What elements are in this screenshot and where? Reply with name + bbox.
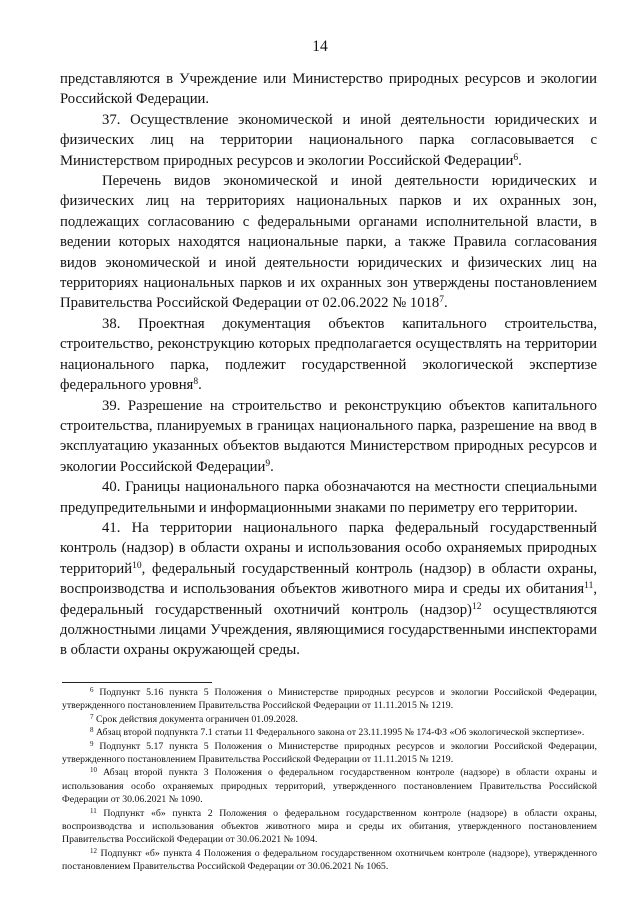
footnote: $^7$ Срок действия документа ограничен 01.09.2028. [90, 712, 298, 725]
page-number: 14 [312, 38, 328, 55]
footnote-ref: 12 [471, 601, 482, 612]
footnote-ref: 11 [584, 581, 594, 592]
footnote-ref: 6 [513, 152, 519, 163]
footnote-ref: 8 [193, 377, 199, 388]
footnote: $^{10}$ Абзац второй пункта 3 Положения о федеральном государственном контроле (надзоре) в области охраны и использования особо охраняемых природных территорий, утвержденного постановлением Правительства Российской Федерации от 30.06.2021 № 1090. [62, 766, 598, 806]
paragraph-38: 38. Проектная документация объектов капитального строительства, строительство, реконструкцию которых предполагается осуществлять на территории национального парка, подлежит государственной экологической экспертизе федерального уровня$^8$. [60, 315, 597, 394]
footnote: $^8$ Абзац второй подпункта 7.1 статьи 11 Федерального закона от 23.11.1995 № 174-ФЗ «Об экологической экспертизе». [90, 726, 585, 739]
footnote-ref: 9 [265, 458, 271, 469]
footnotes [62, 686, 597, 874]
footnote: $^6$ Подпункт 5.16 пункта 5 Положения о Министерстве природных ресурсов и экологии Российской Федерации, утвержденного постановлением Правительства Российской Федерации от 11.11.2015 № 1219. [62, 686, 597, 712]
paragraph-40: 40. Границы национального парка обозначаются на местности специальными предупредительными и информационными знаками по периметру его территории. [60, 479, 597, 516]
footnote-ref: 7 [439, 295, 445, 306]
body-text [60, 69, 597, 661]
paragraph-37: 37. Осуществление экономической и иной деятельности юридических и физических лиц на территории национального парка согласовывается с Министерством природных ресурсов и экологии Российской Федерации$^6$. [60, 111, 597, 169]
footnote: $^{12}$ Подпункт «б» пункта 4 Положения о федеральном государственном охотничьем контроле (надзоре), утвержденного постановлением Правительства Российской Федерации от 30.06.2021 № 1065. [62, 846, 598, 873]
paragraph-list-approval: Перечень видов экономической и иной деятельности юридических и физических лиц на территориях национальных парков и их охранных зон, подлежащих согласованию с федеральными органами исполнительной власти, в ведении которых находятся национальные парки, а также Правила согласования видов экономической и иной деятельности юридических и физических лиц на территориях национальных парков и их охранных зон утверждены постановлением Правительства Российской Федерации от 02.06.2022 № 1018$^7$. [60, 173, 597, 312]
paragraph-41: 41. На территории национального парка федеральный государственный контроль (надзор) в области охраны и использования особо охраняемых природных территорий$^{10}$, федеральный государственный контроль (надзор) в области охраны, воспроизводства и использования объектов животного мира и среды их обитания$^{11}$, федеральный государственный охотничий контроль (надзор)$^{12}$ осуществляются должностными лицами Учреждения, являющимися государственными инспекторами в области охраны окружающей среды. [60, 519, 597, 659]
footnote-ref: 10 [132, 560, 142, 571]
footnote: $^{11}$ Подпункт «б» пункта 2 Положения о федеральном государственном контроле (надзоре) в области охраны, воспроизводства и использования объектов животного мира и среды их обитания, утвержденного постановлением Правительства Российской Федерации от 30.06.2021 № 1094. [62, 806, 597, 846]
footnote-separator [62, 682, 212, 683]
footnote: $^9$ Подпункт 5.17 пункта 5 Положения о Министерстве природных ресурсов и экологии Российской Федерации, утвержденного постановлением Правительства Российской Федерации от 11.11.2015 № 1219. [62, 739, 597, 766]
paragraph-continuation: представляются в Учреждение или Министерство природных ресурсов и экологии Российской Федерации. [60, 71, 597, 108]
paragraph-39: 39. Разрешение на строительство и реконструкцию объектов капитального строительства, планируемых в границах национального парка, разрешение на ввод в эксплуатацию указанных объектов выдаются Министерством природных ресурсов и экологии Российской Федерации$^9$. [60, 397, 597, 475]
